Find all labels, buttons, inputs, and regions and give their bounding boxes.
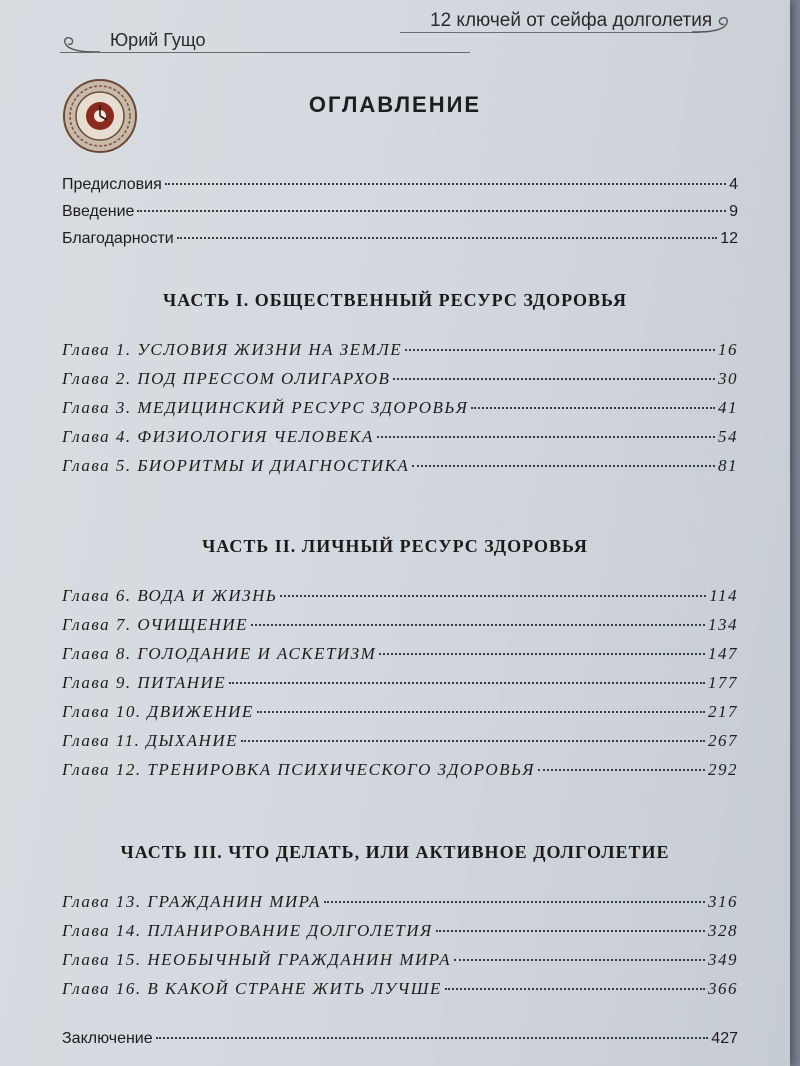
entry-page: 16 — [718, 340, 738, 359]
entry-label: Глава 14. ПЛАНИРОВАНИЕ ДОЛГОЛЕТИЯ — [62, 921, 433, 940]
entry-label: Глава 6. ВОДА И ЖИЗНЬ — [62, 586, 278, 605]
entry-page: 30 — [718, 369, 738, 388]
entry-page: 9 — [729, 203, 738, 220]
leader-dots — [280, 595, 706, 597]
toc-entry-chapter — [62, 979, 738, 999]
leader-dots — [324, 901, 705, 903]
entry-page: 427 — [711, 1030, 738, 1047]
toc-entry-chapter — [62, 892, 738, 912]
toc-entry-introduction — [62, 203, 738, 221]
entry-page: 12 — [720, 230, 738, 247]
entry-page: 292 — [708, 760, 738, 779]
page-header — [0, 0, 790, 60]
leader-dots — [165, 183, 726, 185]
entry-page: 217 — [708, 702, 738, 721]
leader-dots — [251, 624, 705, 626]
entry-label: Глава 11. ДЫХАНИЕ — [62, 731, 238, 750]
toc-entry-chapter — [62, 398, 738, 418]
toc-entry-chapter — [62, 644, 738, 664]
toc-entry-chapter — [62, 673, 738, 693]
toc-entry-chapter — [62, 950, 738, 970]
entry-label: Глава 15. НЕОБЫЧНЫЙ ГРАЖДАНИН МИРА — [62, 950, 452, 969]
ornament-right-icon — [690, 14, 734, 38]
entry-page: 54 — [718, 427, 738, 446]
leader-dots — [241, 740, 705, 742]
entry-label: Глава 5. БИОРИТМЫ И ДИАГНОСТИКА — [62, 456, 410, 475]
toc-entry-chapter — [62, 921, 738, 941]
entry-page: 41 — [718, 398, 738, 417]
header-book-title: 12 ключей от сейфа долголетия — [430, 10, 713, 31]
toc-entry-acknowledgements — [62, 230, 738, 248]
leader-dots — [177, 237, 717, 239]
entry-page: 4 — [729, 176, 738, 193]
part-heading: ЧАСТЬ III. ЧТО ДЕЛАТЬ, ИЛИ АКТИВНОЕ ДОЛГОЛЕТИЕ — [120, 842, 670, 862]
part-heading: ЧАСТЬ I. ОБЩЕСТВЕННЫЙ РЕСУРС ЗДОРОВЬЯ — [163, 290, 627, 310]
toc-entry-chapter — [62, 427, 738, 447]
leader-dots — [137, 210, 726, 212]
toc-entry-chapter — [62, 615, 738, 635]
leader-dots — [393, 378, 715, 380]
entry-page: 114 — [709, 586, 738, 605]
toc-entry-chapter — [62, 760, 738, 780]
leader-dots — [412, 465, 715, 467]
toc-entry-chapter — [62, 456, 738, 476]
entry-page: 81 — [718, 456, 738, 475]
leader-dots — [471, 407, 715, 409]
entry-page: 267 — [708, 731, 738, 750]
entry-label: Глава 12. ТРЕНИРОВКА ПСИХИЧЕСКОГО ЗДОРОВЬЯ — [62, 760, 535, 779]
leader-dots — [229, 682, 705, 684]
entry-page: 366 — [708, 979, 738, 998]
leader-dots — [436, 930, 705, 932]
entry-label: Предисловия — [62, 176, 162, 193]
entry-label: Глава 2. ПОД ПРЕССОМ ОЛИГАРХОВ — [62, 369, 391, 388]
toc-entry-chapter — [62, 702, 738, 722]
entry-label: Глава 3. МЕДИЦИНСКИЙ РЕСУРС ЗДОРОВЬЯ — [62, 398, 469, 417]
leader-dots — [454, 959, 705, 961]
entry-page: 349 — [708, 950, 738, 969]
toc-entry-chapter — [62, 731, 738, 751]
leader-dots — [405, 349, 715, 351]
entry-label: Глава 7. ОЧИЩЕНИЕ — [62, 615, 249, 634]
leader-dots — [379, 653, 705, 655]
toc-entry-chapter — [62, 369, 738, 389]
entry-label: Глава 1. УСЛОВИЯ ЖИЗНИ НА ЗЕМЛЕ — [62, 340, 403, 359]
toc-entry-foreword — [62, 176, 738, 194]
header-author: Юрий Гущо — [110, 30, 206, 50]
leader-dots — [257, 711, 705, 713]
entry-page: 328 — [708, 921, 738, 940]
toc-entry-chapter — [62, 586, 738, 606]
entry-page: 316 — [708, 892, 738, 911]
leader-dots — [377, 436, 715, 438]
entry-label: Глава 8. ГОЛОДАНИЕ И АСКЕТИЗМ — [62, 644, 377, 663]
leader-dots — [156, 1037, 709, 1039]
entry-label: Благодарности — [62, 230, 174, 247]
entry-page: 134 — [708, 615, 738, 634]
entry-label: Глава 10. ДВИЖЕНИЕ — [62, 702, 254, 721]
toc-title: ОГЛАВЛЕНИЕ — [308, 92, 482, 117]
header-rule-left — [60, 52, 470, 53]
entry-page: 177 — [708, 673, 738, 692]
toc-entry-conclusion — [62, 1030, 738, 1048]
entry-label: Глава 9. ПИТАНИЕ — [62, 673, 227, 692]
entry-label: Введение — [62, 203, 135, 220]
leader-dots — [538, 769, 705, 771]
leader-dots — [445, 988, 705, 990]
header-rule-right — [400, 32, 700, 33]
toc-entry-chapter — [62, 340, 738, 360]
entry-label: Заключение — [62, 1030, 153, 1047]
part-heading: ЧАСТЬ II. ЛИЧНЫЙ РЕСУРС ЗДОРОВЬЯ — [202, 536, 588, 556]
entry-label: Глава 4. ФИЗИОЛОГИЯ ЧЕЛОВЕКА — [62, 427, 374, 446]
entry-page: 147 — [708, 644, 738, 663]
entry-label: Глава 13. ГРАЖДАНИН МИРА — [62, 892, 321, 911]
entry-label: Глава 16. В КАКОЙ СТРАНЕ ЖИТЬ ЛУЧШЕ — [62, 979, 442, 998]
